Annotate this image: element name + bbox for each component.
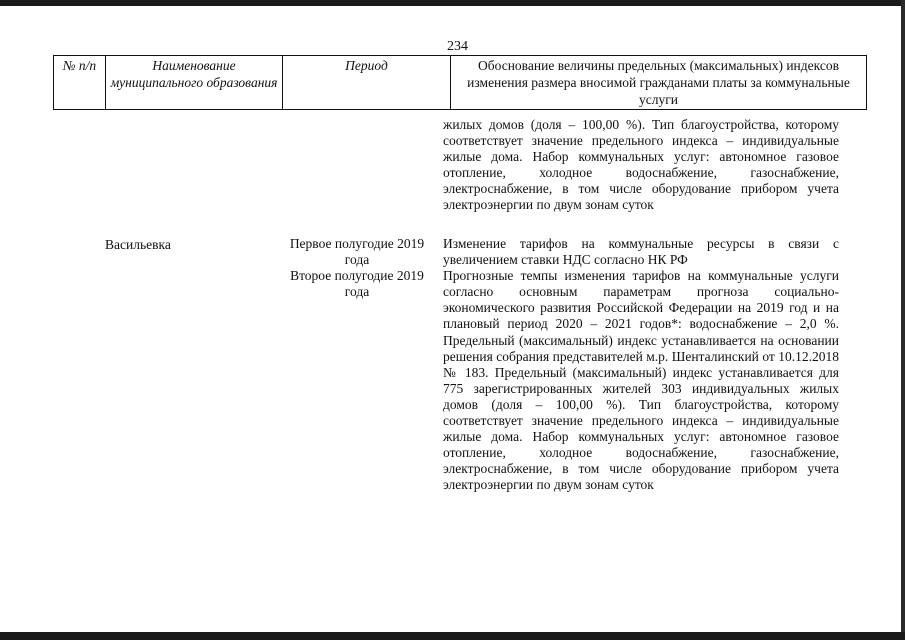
header-number: № п/п: [54, 56, 106, 110]
period-second-half: Второе полугодие 2019 года: [290, 268, 424, 300]
scan-border-right: [901, 0, 905, 640]
justification-paragraph-2: Прогнозные темпы изменения тарифов на коммунальные услуги согласно основным параметрам прогноза социально-экономического развития Российской Федерации на 2019 год и на плановый период 2020 – 2021 годов*: водоснабжение – 2,0 %. Предельный (максимальный) индекс устанавливается на основании решения собрания представителей м.р. Шенталинский от 10.12.2018 № 183. Предельный (максимальный) индекс устанавливается для 775 зарегистрированных жителей 303 индивидуальных жилых домов (доля – 100,00 %). Тип благоустройства, которому соответствует значение предельного индекса – индивидуальные жилые дома. Набор коммунальных услуг: автономное газовое отопление, холодное водоснабжение, газоснабжение, электроснабжение, в том числе оборудование прибором учета электроэнергии по двум зонам суток: [443, 268, 839, 493]
justification-text: [443, 236, 839, 494]
page-number: 234: [447, 39, 468, 54]
scan-border-top: [0, 0, 905, 6]
header-justification: Обоснование величины предельных (максимальных) индексов изменения размера вносимой гражданами платы за коммунальные услуги: [451, 56, 867, 110]
header-period: Период: [283, 56, 451, 110]
header-municipality: Наименование муниципального образования: [106, 56, 283, 110]
table-header: [53, 55, 867, 110]
municipality-name: Васильевка: [105, 237, 171, 252]
continuation-text: [443, 117, 839, 214]
continuation-paragraph: жилых домов (доля – 100,00 %). Тип благоустройства, которому соответствует значение предельного индекса – индивидуальные жилые дома. Набор коммунальных услуг: автономное газовое отопление, холодное водоснабжение, газоснабжение, электроснабжение, в том числе оборудование прибором учета электроэнергии по двум зонам суток: [443, 117, 839, 213]
scan-border-bottom: [0, 632, 905, 640]
period-first-half: Первое полугодие 2019 года: [289, 236, 425, 268]
justification-paragraph-1: Изменение тарифов на коммунальные ресурсы в связи с увеличением ставки НДС согласно НК РФ: [443, 236, 839, 268]
